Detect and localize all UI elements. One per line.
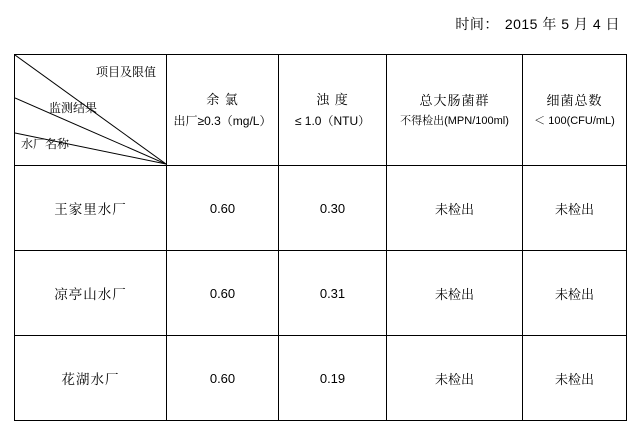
- col-limit-0: 出厂≥0.3（mg/L）: [173, 113, 272, 128]
- water-quality-table: [14, 54, 627, 421]
- col-limit-2: 不得检出(MPN/100ml): [400, 114, 509, 127]
- corner-label-result: 监测结果: [49, 101, 98, 115]
- cell-bacteria-count: 未检出: [523, 166, 627, 251]
- date-label: 时间：: [455, 16, 499, 32]
- col-title-0: 余 氯: [206, 91, 239, 107]
- corner-label-plant: 水厂名称: [21, 137, 70, 151]
- cell-bacteria-count: 未检出: [523, 336, 627, 421]
- column-header-bacteria-count: [523, 55, 627, 166]
- col-limit-3: ＜ 100(CFU/mL): [534, 114, 615, 127]
- table-row: [15, 336, 627, 421]
- cell-residual-chlorine: 0.60: [167, 166, 279, 251]
- corner-header-cell: [15, 55, 167, 166]
- cell-residual-chlorine: 0.60: [167, 336, 279, 421]
- date-value: 2015 年 5 月 4 日: [504, 16, 620, 32]
- cell-bacteria-count: 未检出: [523, 251, 627, 336]
- cell-coliform: 未检出: [387, 336, 523, 421]
- cell-coliform: 未检出: [387, 251, 523, 336]
- cell-residual-chlorine: 0.60: [167, 251, 279, 336]
- diagonal-header: [15, 55, 166, 165]
- cell-coliform: 未检出: [387, 166, 523, 251]
- cell-turbidity: 0.30: [279, 166, 387, 251]
- column-header-turbidity: [279, 55, 387, 166]
- row-name: 花湖水厂: [15, 336, 167, 421]
- col-title-1: 浊 度: [316, 91, 349, 107]
- column-header-coliform: [387, 55, 523, 166]
- row-name: 凉亭山水厂: [15, 251, 167, 336]
- cell-turbidity: 0.31: [279, 251, 387, 336]
- row-name: 王家里水厂: [15, 166, 167, 251]
- col-title-2: 总大肠菌群: [419, 92, 490, 108]
- corner-label-items: 项目及限值: [95, 65, 156, 79]
- col-limit-1: ≤ 1.0（NTU）: [294, 113, 371, 128]
- table-row: [15, 251, 627, 336]
- table-header-row: [15, 55, 627, 166]
- cell-turbidity: 0.19: [279, 336, 387, 421]
- table-row: [15, 166, 627, 251]
- date-line: [0, 14, 620, 34]
- column-header-residual-chlorine: [167, 55, 279, 166]
- col-title-3: 细菌总数: [546, 92, 603, 108]
